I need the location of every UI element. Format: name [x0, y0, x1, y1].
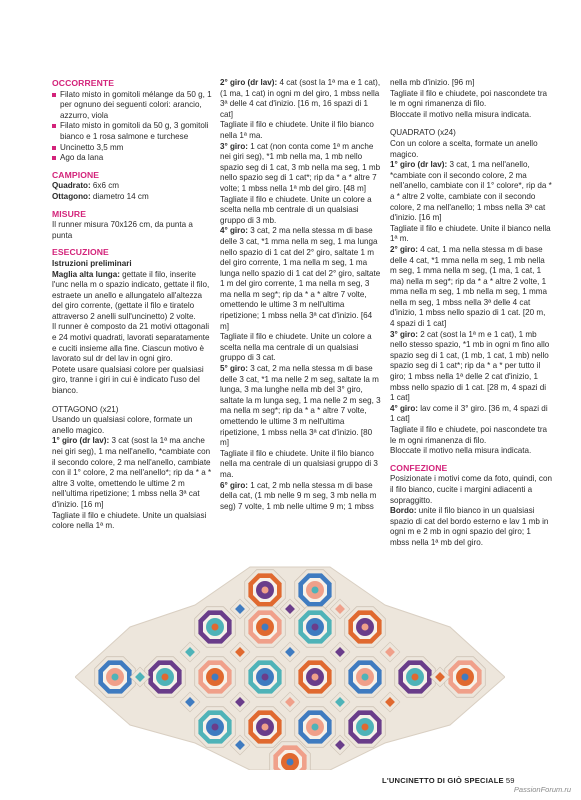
g6-label: 6° giro: — [220, 480, 248, 490]
octagon-motif — [245, 607, 286, 648]
confezione-text: Posizionate i motivi come da foto, quindi, con il filo bianco, cucite i margini adiacenti a sopraggitto. — [390, 474, 552, 505]
quadrato-text: 6x6 cm — [90, 181, 120, 191]
cont-text: nella mb d'inizio. [96 m] — [390, 78, 475, 87]
q1-end: Tagliate il filo e chiudete. Unite il bianco nella 1ª m. — [390, 223, 551, 244]
g6-paragraph — [220, 481, 382, 513]
cont-block: Bloccate il motivo nella misura indicata. — [390, 109, 532, 119]
giro1-paragraph — [52, 436, 212, 510]
ottagono-text: diametro 14 cm — [90, 191, 149, 201]
bordo-paragraph — [390, 506, 552, 548]
runner-paragraph: Il runner è composto da 21 motivi ottagonali e 24 motivi quadrati, lavorati separatamente e cuciti insieme alla fine. Ciascun motivo è lavorato sul dr del lav in ogni giro. — [52, 322, 210, 364]
misure-text: Il runner misura 70x126 cm, da punta a punta — [52, 220, 193, 240]
g3-end: Tagliate il filo e chiudete. Unite un colore a scelta nella mb centrale di un qualsiasi gruppo di 3 mb. — [220, 194, 372, 225]
text-column-1 — [52, 78, 212, 532]
g2-end: Tagliate il filo e chiudete. Unite il filo bianco nella 1ª ma. — [220, 120, 374, 140]
quadrato-heading: QUADRATO (x24) — [390, 128, 456, 138]
g2-label: 2° giro (dr lav): — [220, 78, 278, 87]
bordo-text: unite il filo bianco in un qualsiasi spazio di cat del bordo esterno e lav 1 mb in ogni m e 2 mb in ogni spazio del giro; 1 mbss nella 1ª mb del giro. — [390, 506, 549, 547]
crochet-runner-photo — [75, 565, 505, 770]
octagon-motif — [245, 707, 286, 748]
octagon-motif — [195, 707, 236, 748]
octagon-motif — [295, 707, 336, 748]
g6-text: 1 cat, 2 mb nella stessa m di base della cat, (1 mb nelle 9 m seg, 3 mb nella m seg) 7 volte, 1 mb nelle ultime 9 m; 1 mbss — [220, 480, 377, 511]
list-item: Filato misto in gomitoli da 50 g, 3 gomitoli bianco e 1 rosa salmone e turchese — [52, 121, 212, 142]
g2-text: 4 cat (sost la 1ª ma e 1 cat), (1 ma, 1 cat) in ogni m del giro, 1 mbss nella 3ª delle 4 cat d'inizio. [16 m, 16 spazi di 1 cat] — [220, 78, 381, 119]
q3-paragraph — [390, 330, 552, 404]
campione-heading: CAMPIONE — [52, 169, 100, 180]
giro1-end: Tagliate il filo e chiudete. Unite un qualsiasi colore nella 1ª m. — [52, 510, 207, 531]
ottagono-heading: OTTAGONO (x21) — [52, 404, 119, 414]
campione-ottagono — [52, 192, 212, 203]
g3-paragraph — [220, 142, 382, 195]
octagon-motif — [195, 657, 236, 698]
q2-label: 2° giro: — [390, 244, 418, 254]
q1-label: 1° giro (dr lav): — [390, 160, 448, 170]
g5-end: Tagliate il filo e chiudete. Unite il filo bianco nella ma centrale di un qualsiasi gruppo di 3 ma. — [220, 448, 378, 479]
q1-paragraph — [390, 160, 552, 224]
g5-label: 5° giro: — [220, 364, 248, 374]
octagon-motif — [95, 657, 136, 698]
octagon-motif — [345, 657, 386, 698]
q4-block: Bloccate il motivo nella misura indicata. — [390, 446, 532, 456]
bordo-label: Bordo: — [390, 506, 417, 516]
g3-label: 3° giro: — [220, 141, 248, 151]
q4-label: 4° giro: — [390, 403, 418, 413]
octagon-motif — [145, 657, 186, 698]
potete-paragraph: Potete usare qualsiasi colore per qualsiasi giro, tranne i giri in cui è indicato l'uso del bianco. — [52, 364, 204, 396]
quadrato-label: Quadrato: — [52, 181, 91, 191]
g4-text: 3 cat, 2 ma nella stessa m di base delle 3 cat, *1 mma nella m seg, 1 ma lunga nello spazio di 1 cat del 2° giro, saltate 1 m del giro corrente, 1 ma nella m seg, 1 ma lunga nello spazio di 1 cat del 2° giro, saltate 1 m del giro corrente, 1 ma nella m seg, 3 ma nella m seg*; rip da * a * altre 7 volte, omettendo le ultime 3 m nell'ultima ripetizione; 1 mbss nella 3ª cat d'inizio. [64 m] — [220, 226, 381, 331]
octagon-motif — [345, 607, 386, 648]
q4-text: lav come il 3° giro. [36 m, 4 spazi di 1 cat] — [390, 403, 548, 424]
giro1-text: 3 cat (sost la 1ª ma anche nei giri seg), 1 ma nell'anello, *cambiate con il secondo colore, 2 ma nell'anello, cambiate con il 1° colore, 2 ma nell'anello*; rip da * a * altre 3 volte, omettendo le ultime 2 m nell'ultima ripetizione; 1 mbss nella 3ª cat d'inizio. [16 m] — [52, 436, 212, 509]
occorrente-heading: OCCORRENTE — [52, 78, 115, 88]
octagon-motif — [245, 657, 286, 698]
esecuzione-heading: ESECUZIONE — [52, 247, 109, 258]
g5-paragraph — [220, 364, 382, 449]
octagon-motif — [195, 607, 236, 648]
q2-text: 4 cat, 1 ma nella stessa m di base delle 4 cat, *1 mma nella m seg, 1 mb nella m seg, 1 mma nella m seg, (1 ma, 1 cat, 1 ma) nella m seg*; rip da * a * altre 2 volte, 1 mma nella m seg, 1 mb nella m seg, 1 mma nella m seg, 1 mbss nella 3ª delle 4 cat d'inizio, 1 mbss nello spazio di 1 cat. [20 m, 4 spazi di 1 cat] — [390, 244, 547, 329]
watermark: PassionForum.ru — [513, 785, 571, 794]
g4-end: Tagliate il filo e chiudete. Unite un colore a scelta nella ma centrale di un qualsiasi gruppo di 3 cat. — [220, 332, 372, 363]
quadrato-intro: Con un colore a scelta, formate un anello magico. — [390, 138, 538, 159]
q3-text: 2 cat (sost la 1ª m e 1 cat), 1 mb nello stesso spazio, *1 mb in ogni m fino allo spazio seg di 1 cat, (1 mb, 1 cat, 1 mb) nello spazio seg di 1 cat*; rip da * a * per tutto il giro; 1 mbss nella 1ª delle 2 cat d'inizio, 1 mbss nello spazio di 1 cat. [28 m, 4 spazi di 1 cat] — [390, 329, 550, 403]
maglia-text: gettate il filo, inserite l'unc nella m o spazio indicato, gettate il filo, estraete un anello e allungatelo all'altezza del giro corrente, (gettate il filo e tiratelo attraverso 2 anelli sull'uncinetto) 2 volte. — [52, 269, 210, 321]
g2-paragraph — [220, 78, 382, 120]
g4-label: 4° giro: — [220, 226, 248, 236]
g5-text: 3 cat, 2 ma nella stessa m di base delle 3 cat, *1 ma nelle 2 m seg, saltate la m lunga, 3 ma lunghe nella mb del 3° giro, saltate la m lunga seg, 1 ma nelle 2 m seg, 3 ma nella m seg*; rip da * a * altre 7 volte, omettendo le ultime 3 m nell'ultima ripetizione, 1 mbss nella 3ª cat d'inizio. [80 m] — [220, 364, 381, 448]
octagon-motif — [445, 657, 486, 698]
octagon-motif — [295, 570, 336, 611]
ottagono-intro: Usando un qualsiasi colore, formate un anello magico. — [52, 415, 193, 435]
text-column-3 — [390, 78, 552, 549]
q3-label: 3° giro: — [390, 329, 418, 339]
page-footer — [382, 776, 515, 785]
octagon-motif — [295, 607, 336, 648]
maglia-label: Maglia alta lunga: — [52, 269, 120, 279]
g4-paragraph — [220, 226, 382, 332]
campione-quadrato — [52, 181, 212, 192]
page-number: 59 — [505, 776, 515, 785]
list-item: Ago da lana — [52, 153, 212, 164]
octagon-motif — [245, 570, 286, 611]
octagon-motif — [295, 657, 336, 698]
q1-text: 3 cat, 1 ma nell'anello, *cambiate con il secondo colore, 2 ma nell'anello, cambiate con il 1° colore*, rip da * a * altre 2 volte, cambiate con il secondo colore, 2 ma nell'anello; 1 mbss nella 3ª cat d'inizio. [16 m] — [390, 160, 552, 223]
octagon-motif — [395, 657, 436, 698]
octagon-motif — [345, 707, 386, 748]
list-item: Uncinetto 3,5 mm — [52, 143, 212, 154]
q4-paragraph — [390, 404, 552, 425]
list-item: Filato misto in gomitoli mélange da 50 g, 1 per ognuno dei seguenti colori: arancio, azzurro, viola — [52, 90, 212, 122]
cont-end: Tagliate il filo e chiudete, poi nascondete tra le m ogni rimanenza di filo. — [390, 88, 548, 109]
q4-end: Tagliate il filo e chiudete, poi nascondete tra le m ogni rimanenza di filo. — [390, 425, 548, 445]
misure-heading: MISURE — [52, 208, 87, 219]
q2-paragraph — [390, 245, 552, 330]
confezione-heading: CONFEZIONE — [390, 462, 448, 473]
g3-text: 1 cat (non conta come 1ª m anche nei giri seg), *1 mb nella ma, 1 mb nello spazio seg di 1 cat, 3 mb nella ma seg, 1 mb nello spazio seg di 1 cat*; rip da * a * altre 7 volte; 1 mbss nella 1ª mb del giro. [48 m] — [220, 141, 381, 193]
giro1-label: 1° giro (dr lav): — [52, 436, 110, 446]
istruzioni-heading: Istruzioni preliminari — [52, 258, 132, 268]
magazine-title: L'UNCINETTO DI GIÒ SPECIALE — [382, 776, 504, 785]
maglia-paragraph — [52, 270, 212, 323]
ottagono-label: Ottagono: — [52, 191, 91, 201]
text-column-2 — [220, 78, 382, 512]
